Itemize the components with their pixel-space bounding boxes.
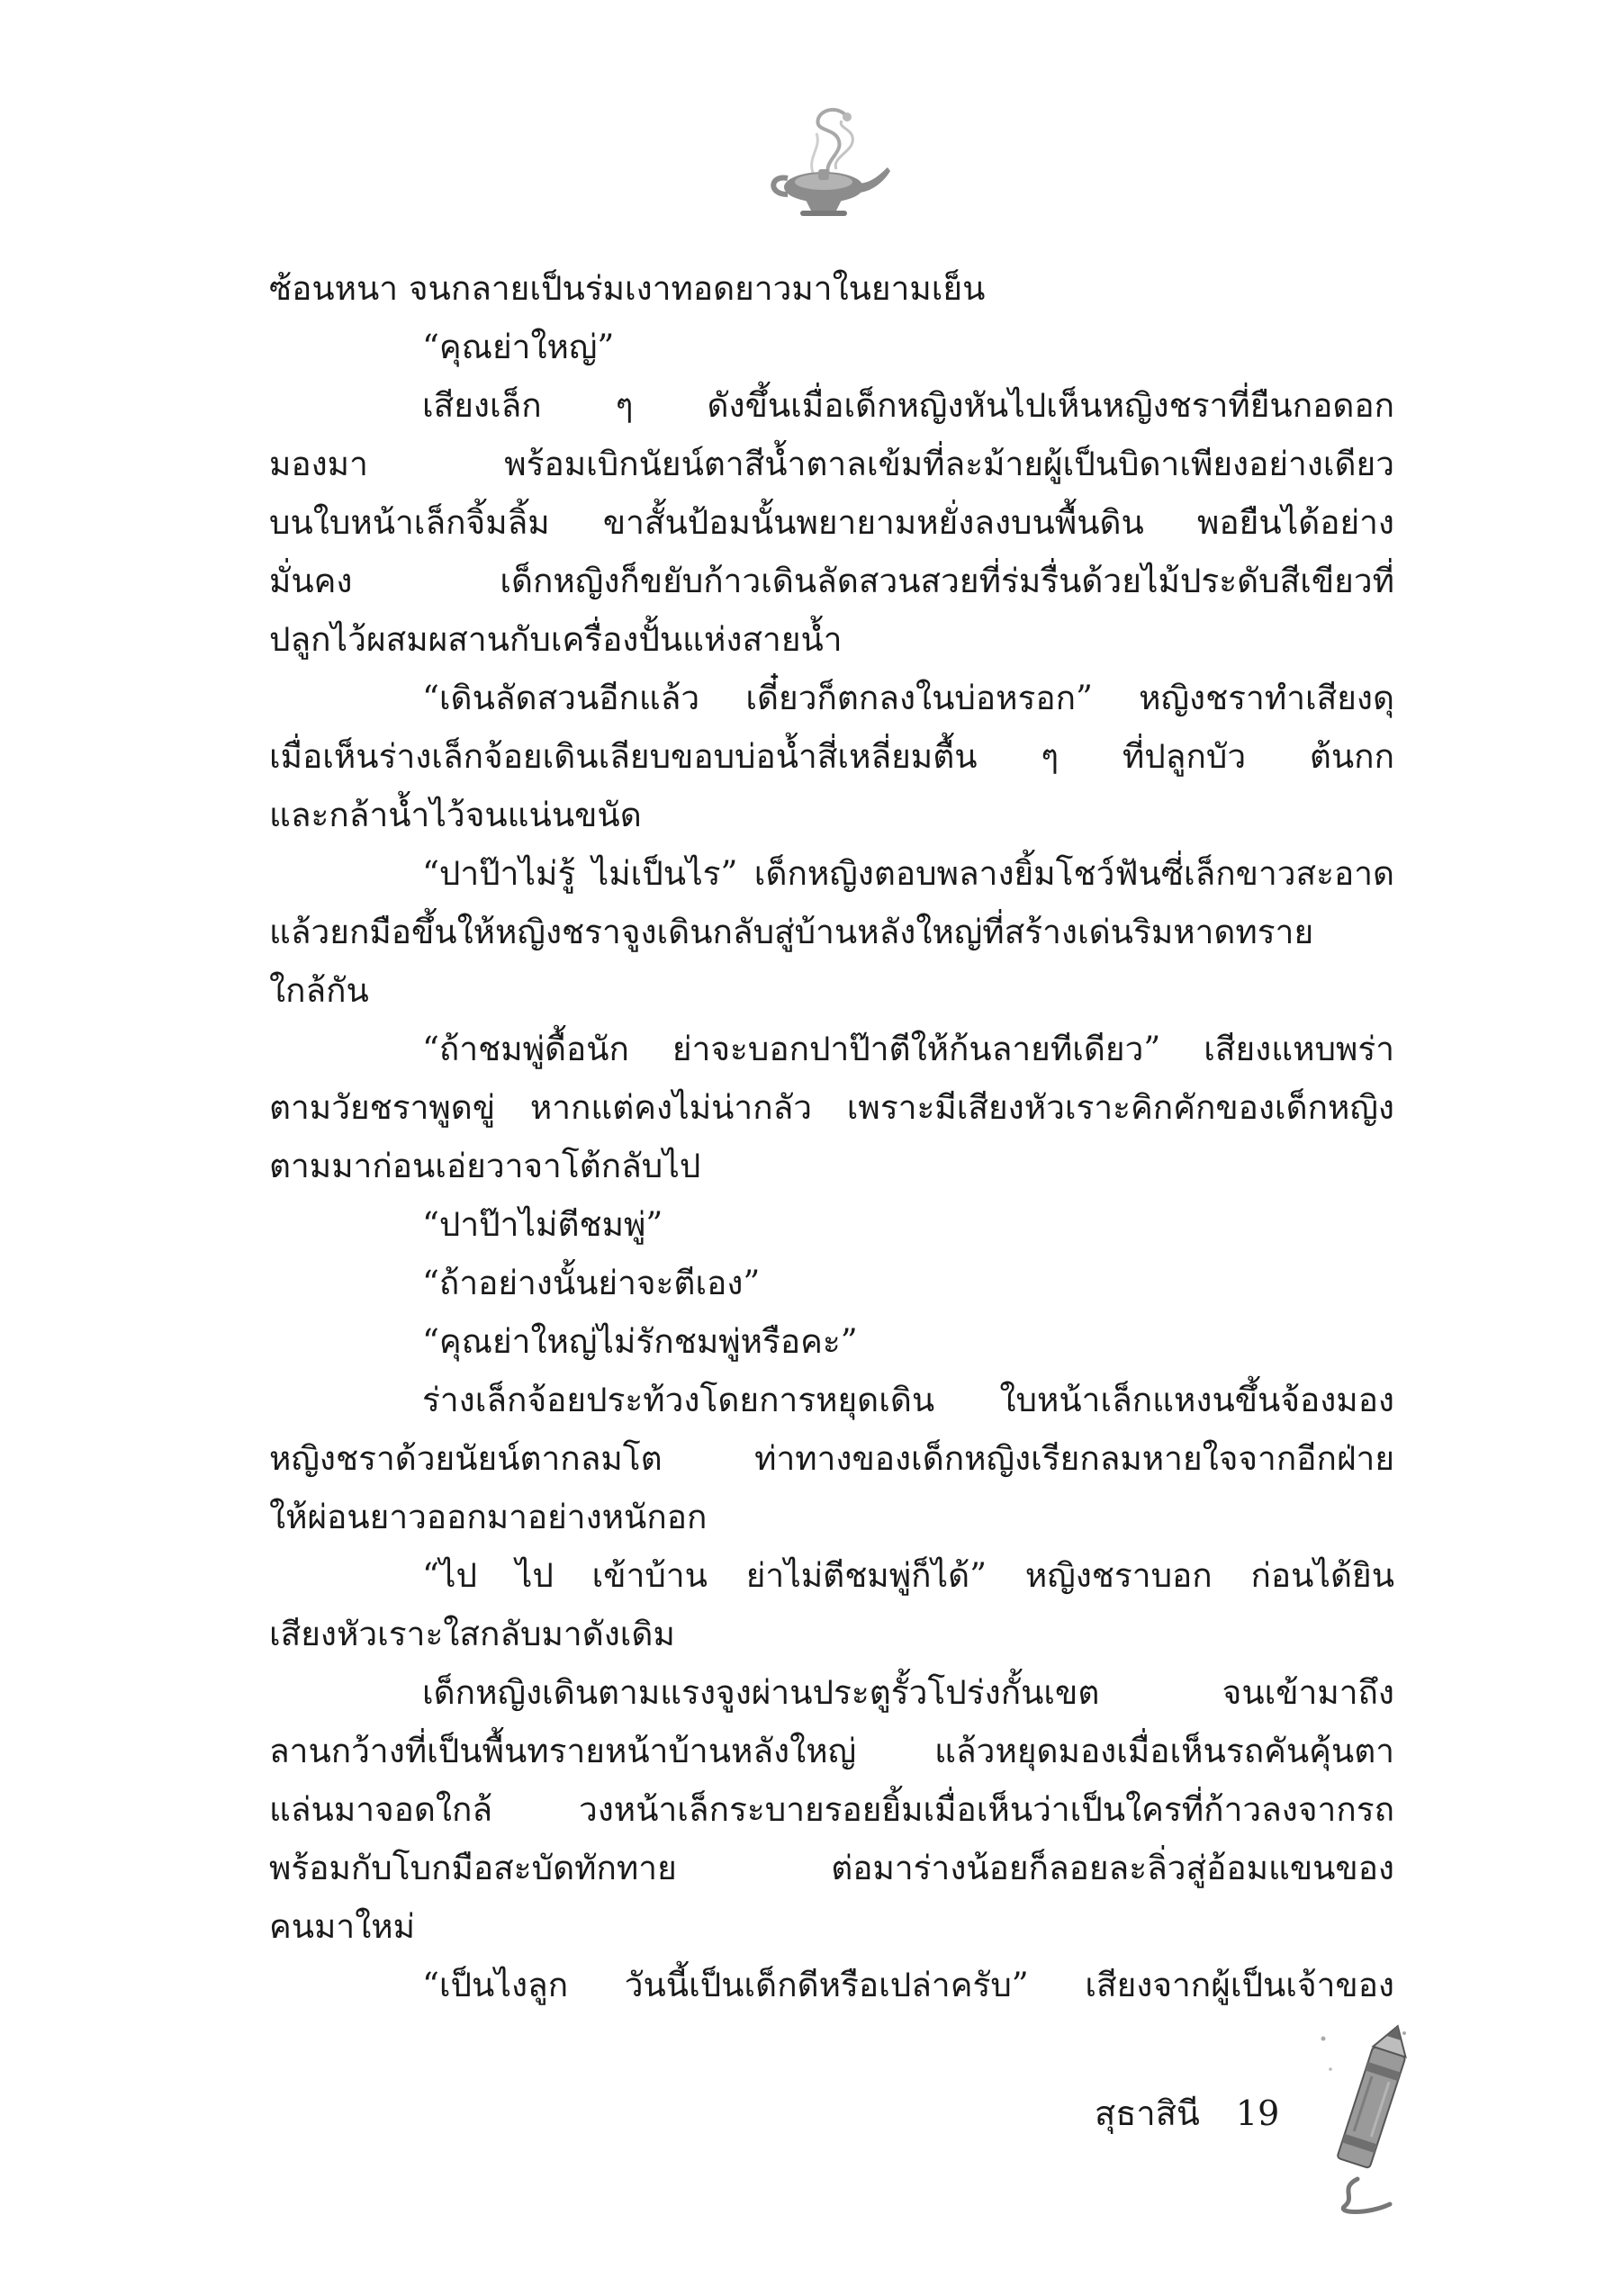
page-number: 19 — [1235, 2093, 1280, 2133]
page-footer — [1095, 2086, 1279, 2140]
crayon-icon — [1303, 2021, 1438, 2219]
text-line: พร้อมกับโบกมือสะบัดทักทาย ต่อมาร่างน้อยก็ลอยละลิ่วสู่อ้อมแขนของ — [269, 1849, 1394, 1887]
text-line: ใกล้กัน — [269, 971, 369, 1010]
text-line: ตามมาก่อนเอ่ยวาจาโต้กลับไป — [269, 1147, 701, 1185]
text-line: “คุณย่าใหญ่ไม่รักชมพู่หรือคะ” — [422, 1322, 858, 1361]
text-line: เสียงเล็ก ๆ ดังขึ้นเมื่อเด็กหญิงหันไปเห็นหญิงชราที่ยืนกอดอก — [422, 386, 1394, 425]
text-line: “คุณย่าใหญ่” — [422, 328, 615, 366]
text-line: และกล้าน้ำไว้จนแน่นขนัด — [269, 796, 642, 834]
text-line: ร่างเล็กจ้อยประท้วงโดยการหยุดเดิน ใบหน้าเล็กแหงนขึ้นจ้องมอง — [422, 1381, 1394, 1419]
text-line: เมื่อเห็นร่างเล็กจ้อยเดินเลียบขอบบ่อน้ำสี่เหลี่ยมตื้น ๆ ที่ปลูกบัว ต้นกก — [269, 737, 1394, 776]
author-name: สุธาสินี — [1095, 2093, 1200, 2133]
text-line: คนมาใหม่ — [269, 1907, 416, 1946]
text-line: แล้วยกมือขึ้นให้หญิงชราจูงเดินกลับสู่บ้านหลังใหญ่ที่สร้างเด่นริมหาดทราย — [269, 913, 1314, 951]
text-line: “เป็นไงลูก วันนี้เป็นเด็กดีหรือเปล่าครับ” เสียงจากผู้เป็นเจ้าของ — [422, 1966, 1394, 2004]
text-line: เด็กหญิงเดินตามแรงจูงผ่านประตูรั้วโปร่งกั้นเขต จนเข้ามาถึง — [422, 1673, 1394, 1712]
text-line: หญิงชราด้วยนัยน์ตากลมโต ท่าทางของเด็กหญิงเรียกลมหายใจจากอีกฝ่าย — [269, 1439, 1394, 1478]
text-line: มั่นคง เด็กหญิงก็ขยับก้าวเดินลัดสวนสวยที่ร่มรื่นด้วยไม้ประดับสีเขียวที่ — [269, 562, 1394, 600]
text-line: บนใบหน้าเล็กจิ้มลิ้ม ขาสั้นป้อมนั้นพยายามหยั่งลงบนพื้นดิน พอยืนได้อย่าง — [269, 503, 1394, 542]
text-line: ตามวัยชราพูดขู่ หากแต่คงไม่น่ากลัว เพราะมีเสียงหัวเราะคิกคักของเด็กหญิง — [269, 1088, 1394, 1127]
text-line: เสียงหัวเราะใสกลับมาดังเดิม — [269, 1615, 675, 1653]
text-line: “เดินลัดสวนอีกแล้ว เดี๋ยวก็ตกลงในบ่อหรอก” หญิงชราทำเสียงดุ — [422, 679, 1394, 717]
text-line: “ถ้าอย่างนั้นย่าจะตีเอง” — [422, 1264, 761, 1302]
text-line: ปลูกไว้ผสมผสานกับเครื่องปั้นแห่งสายน้ำ — [269, 620, 843, 659]
text-line: ซ้อนหนา จนกลายเป็นร่มเงาทอดยาวมาในยามเย็น — [269, 269, 986, 308]
text-line: “ถ้าชมพู่ดื้อนัก ย่าจะบอกปาป๊าตีให้ก้นลายทีเดียว” เสียงแหบพร่า — [422, 1030, 1394, 1068]
text-line: ให้ผ่อนยาวออกมาอย่างหนักอก — [269, 1498, 708, 1536]
text-line: “ปาป๊าไม่รู้ ไม่เป็นไร” เด็กหญิงตอบพลางยิ้มโชว์ฟันซี่เล็กขาวสะอาด — [422, 854, 1394, 893]
text-line: ลานกว้างที่เป็นพื้นทรายหน้าบ้านหลังใหญ่ แล้วหยุดมองเมื่อเห็นรถคันคุ้นตา — [269, 1732, 1394, 1770]
text-line: มองมา พร้อมเบิกนัยน์ตาสีน้ำตาลเข้มที่ละม้ายผู้เป็นบิดาเพียงอย่างเดียว — [269, 445, 1394, 483]
text-line: “ปาป๊าไม่ตีชมพู่” — [422, 1205, 663, 1244]
text-line: “ไป ไป เข้าบ้าน ย่าไม่ตีชมพู่ก็ได้” หญิงชราบอก ก่อนได้ยิน — [422, 1556, 1394, 1595]
text-line: แล่นมาจอดใกล้ วงหน้าเล็กระบายรอยยิ้มเมื่อเห็นว่าเป็นใครที่ก้าวลงจากรถ — [269, 1790, 1394, 1829]
